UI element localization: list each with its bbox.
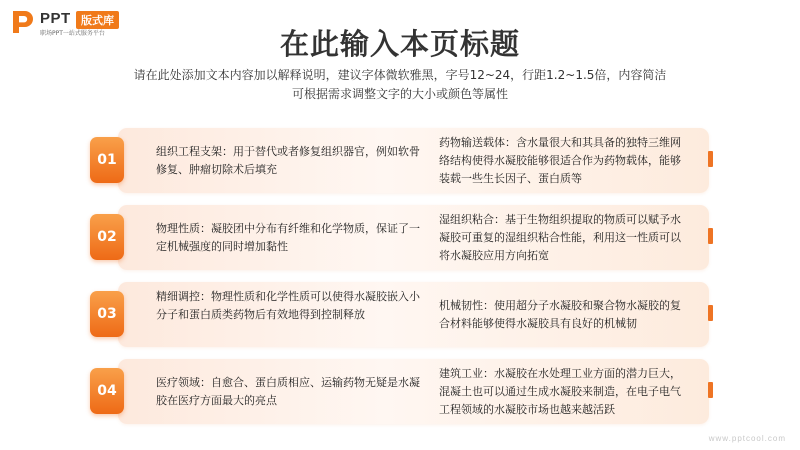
row-right-text: 药物输送载体：含水量很大和其具备的独特三维网络结构使得水凝胶能够很适合作为药物载体，能够装载一些生长因子、蛋白质等 — [439, 136, 681, 185]
row-left-text: 物理性质：凝胶团中分布有纤维和化学物质，保证了一定机械强度的同时增加黏性 — [156, 222, 420, 253]
row-left-text: 组织工程支架：用于替代或者修复组织器官，例如软骨修复、肿瘤切除术后填充 — [156, 145, 420, 176]
page-subtitle — [100, 66, 700, 104]
row-right-text: 湿组织粘合：基于生物组织提取的物质可以赋予水凝胶可重复的湿组织粘合性能，利用这一性质可以将水凝胶应用方向拓宽 — [439, 213, 681, 262]
brand-name: PPT — [40, 10, 71, 27]
subtitle-line-2: 可根据需求调整文字的大小或颜色等属性 — [291, 87, 508, 101]
page-title: 在此输入本页标题 — [279, 27, 520, 61]
subtitle-line-1: 请在此处添加文本内容加以解释说明，建议字体微软雅黑，字号12~24，行距1.2~1.5倍，内容简洁 — [133, 68, 667, 82]
card-edge-tab — [708, 228, 713, 244]
brand-badge: 版式库 — [76, 11, 119, 29]
row-right-text: 建筑工业：水凝胶在水处理工业方面的潜力巨大，混凝土也可以通过生成水凝胶来制造，在电子电气工程领域的水凝胶市场也越来越活跃 — [439, 367, 681, 416]
brand-tagline: 职场PPT一站式服务平台 — [40, 30, 105, 37]
content-row — [90, 359, 709, 424]
row-number-badge: 04 — [90, 368, 124, 414]
content-row — [90, 205, 709, 270]
card-edge-tab — [708, 305, 713, 321]
row-right-text: 机械韧性：使用超分子水凝胶和聚合物水凝胶的复合材料能够使得水凝胶具有良好的机械韧 — [439, 299, 681, 330]
card-edge-tab — [708, 151, 713, 167]
content-row — [90, 128, 709, 193]
row-number-badge: 01 — [90, 137, 124, 183]
card-edge-tab — [708, 382, 713, 398]
row-number-badge: 02 — [90, 214, 124, 260]
row-left-text: 精细调控：物理性质和化学性质可以使得水凝胶嵌入小分子和蛋白质类药物后有效地得到控制释放 — [156, 290, 420, 321]
watermark: www.pptcool.com — [708, 434, 786, 443]
row-left-text: 医疗领域：自愈合、蛋白质相应、运输药物无疑是水凝胶在医疗方面最大的亮点 — [156, 376, 420, 407]
content-row — [90, 282, 709, 347]
row-number-badge: 03 — [90, 291, 124, 337]
